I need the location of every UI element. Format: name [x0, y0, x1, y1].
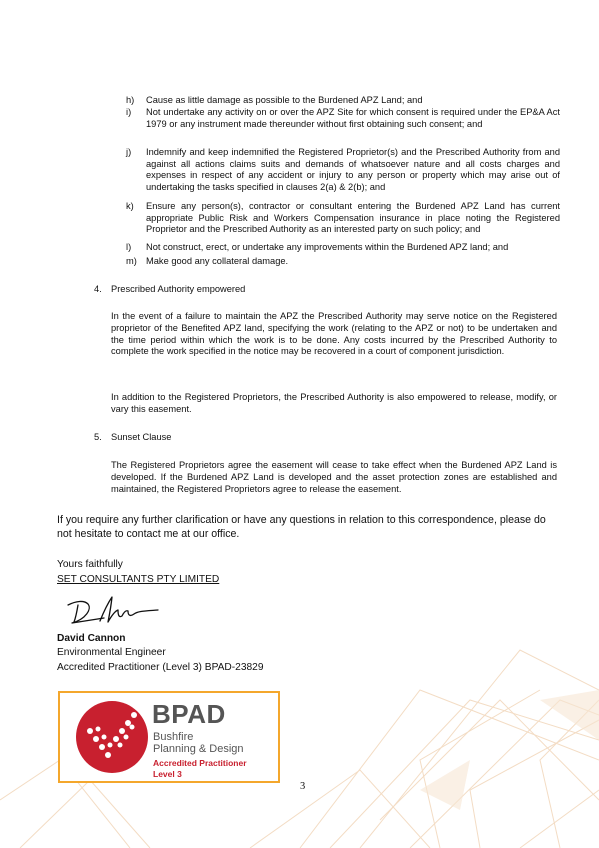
badge-subtitle-2: Planning & Design [153, 743, 244, 755]
badge-accreditation: Accredited Practitioner [153, 758, 247, 768]
list-marker: m) [126, 256, 137, 266]
list-item-m [126, 256, 560, 268]
badge-title: BPAD [152, 699, 226, 729]
section-number: 5. [94, 432, 102, 442]
section-5-paragraph-1: The Registered Proprietors agree the easement will cease to take effect when the Burdened APZ Land is developed. If the Burdened APZ Land is developed and the asset protection zones are established and maintained, the Registered Proprietors agree to release the easement. [111, 460, 557, 494]
page-number: 3 [300, 781, 306, 792]
bpad-badge [58, 691, 280, 783]
list-item-j [126, 147, 560, 193]
list-text: Make good any collateral damage. [146, 256, 289, 266]
list-text: Not construct, erect, or undertake any improvements within the Burdened APZ land; and [146, 242, 509, 252]
company-name: SET CONSULTANTS PTY LIMITED [57, 574, 220, 585]
list-marker: i) [126, 107, 132, 117]
list-text: Ensure any person(s), contractor or consultant entering the Burdened APZ Land has current appropriate Public Risk and Workers Compensation insurance in place noting the Registered Proprietor and the Prescribed Authority as an interested party on such policy; and [146, 201, 560, 235]
signatory-name: David Cannon [57, 633, 126, 644]
signatory-role: Environmental Engineer [57, 647, 166, 658]
list-text: Cause as little damage as possible to the Burdened APZ Land; and [146, 95, 423, 105]
list-marker: j) [126, 147, 132, 157]
handwritten-signature [64, 595, 164, 629]
list-marker: l) [126, 242, 132, 252]
section-title: Prescribed Authority empowered [111, 284, 246, 294]
list-item-l [126, 242, 560, 254]
section-number: 4. [94, 284, 102, 294]
salutation: Yours faithfully [57, 559, 123, 570]
list-item-h [126, 95, 560, 107]
section-5-heading [94, 432, 564, 444]
list-marker: h) [126, 95, 135, 105]
list-text: Indemnify and keep indemnified the Registered Proprietor(s) and the Prescribed Authority from and against all actions claims suits and demands of whatsoever nature and all costs charges and expenses in respect of any accident or injury to any person or property which may arise out of undertaking the tasks specified in clauses 2(a) & 2(b); and [146, 147, 560, 192]
list-item-k [126, 201, 560, 236]
list-text: Not undertake any activity on or over the APZ Site for which consent is required under the EP&A Act 1979 or any instrument made thereunder without first obtaining such consent; and [146, 107, 560, 129]
badge-level: Level 3 [153, 769, 182, 779]
bpad-logo-icon [74, 699, 150, 775]
badge-subtitle-1: Bushfire [153, 731, 194, 743]
list-marker: k) [126, 201, 134, 211]
closing-paragraph: If you require any further clarification or have any questions in relation to this correspondence, please do not hesitate to contact me at our office. [57, 514, 546, 540]
section-title: Sunset Clause [111, 432, 172, 442]
section-4-heading [94, 284, 564, 296]
signatory-accreditation: Accredited Practitioner (Level 3) BPAD-23829 [57, 662, 264, 673]
section-4-paragraph-2: In addition to the Registered Proprietors, the Prescribed Authority is also empowered to release, modify, or vary this easement. [111, 392, 557, 414]
section-4-paragraph-1: In the event of a failure to maintain the APZ the Prescribed Authority may serve notice on the Registered proprietor of the Benefited APZ land, specifying the work (relating to the APZ or not) to be undertaken and the time period within which the work is to be done. Any costs incurred by the Prescribed Authority to complete the work specified in the notice may be recovered in a court of component jurisdiction. [111, 311, 557, 357]
list-item-i [126, 107, 560, 130]
